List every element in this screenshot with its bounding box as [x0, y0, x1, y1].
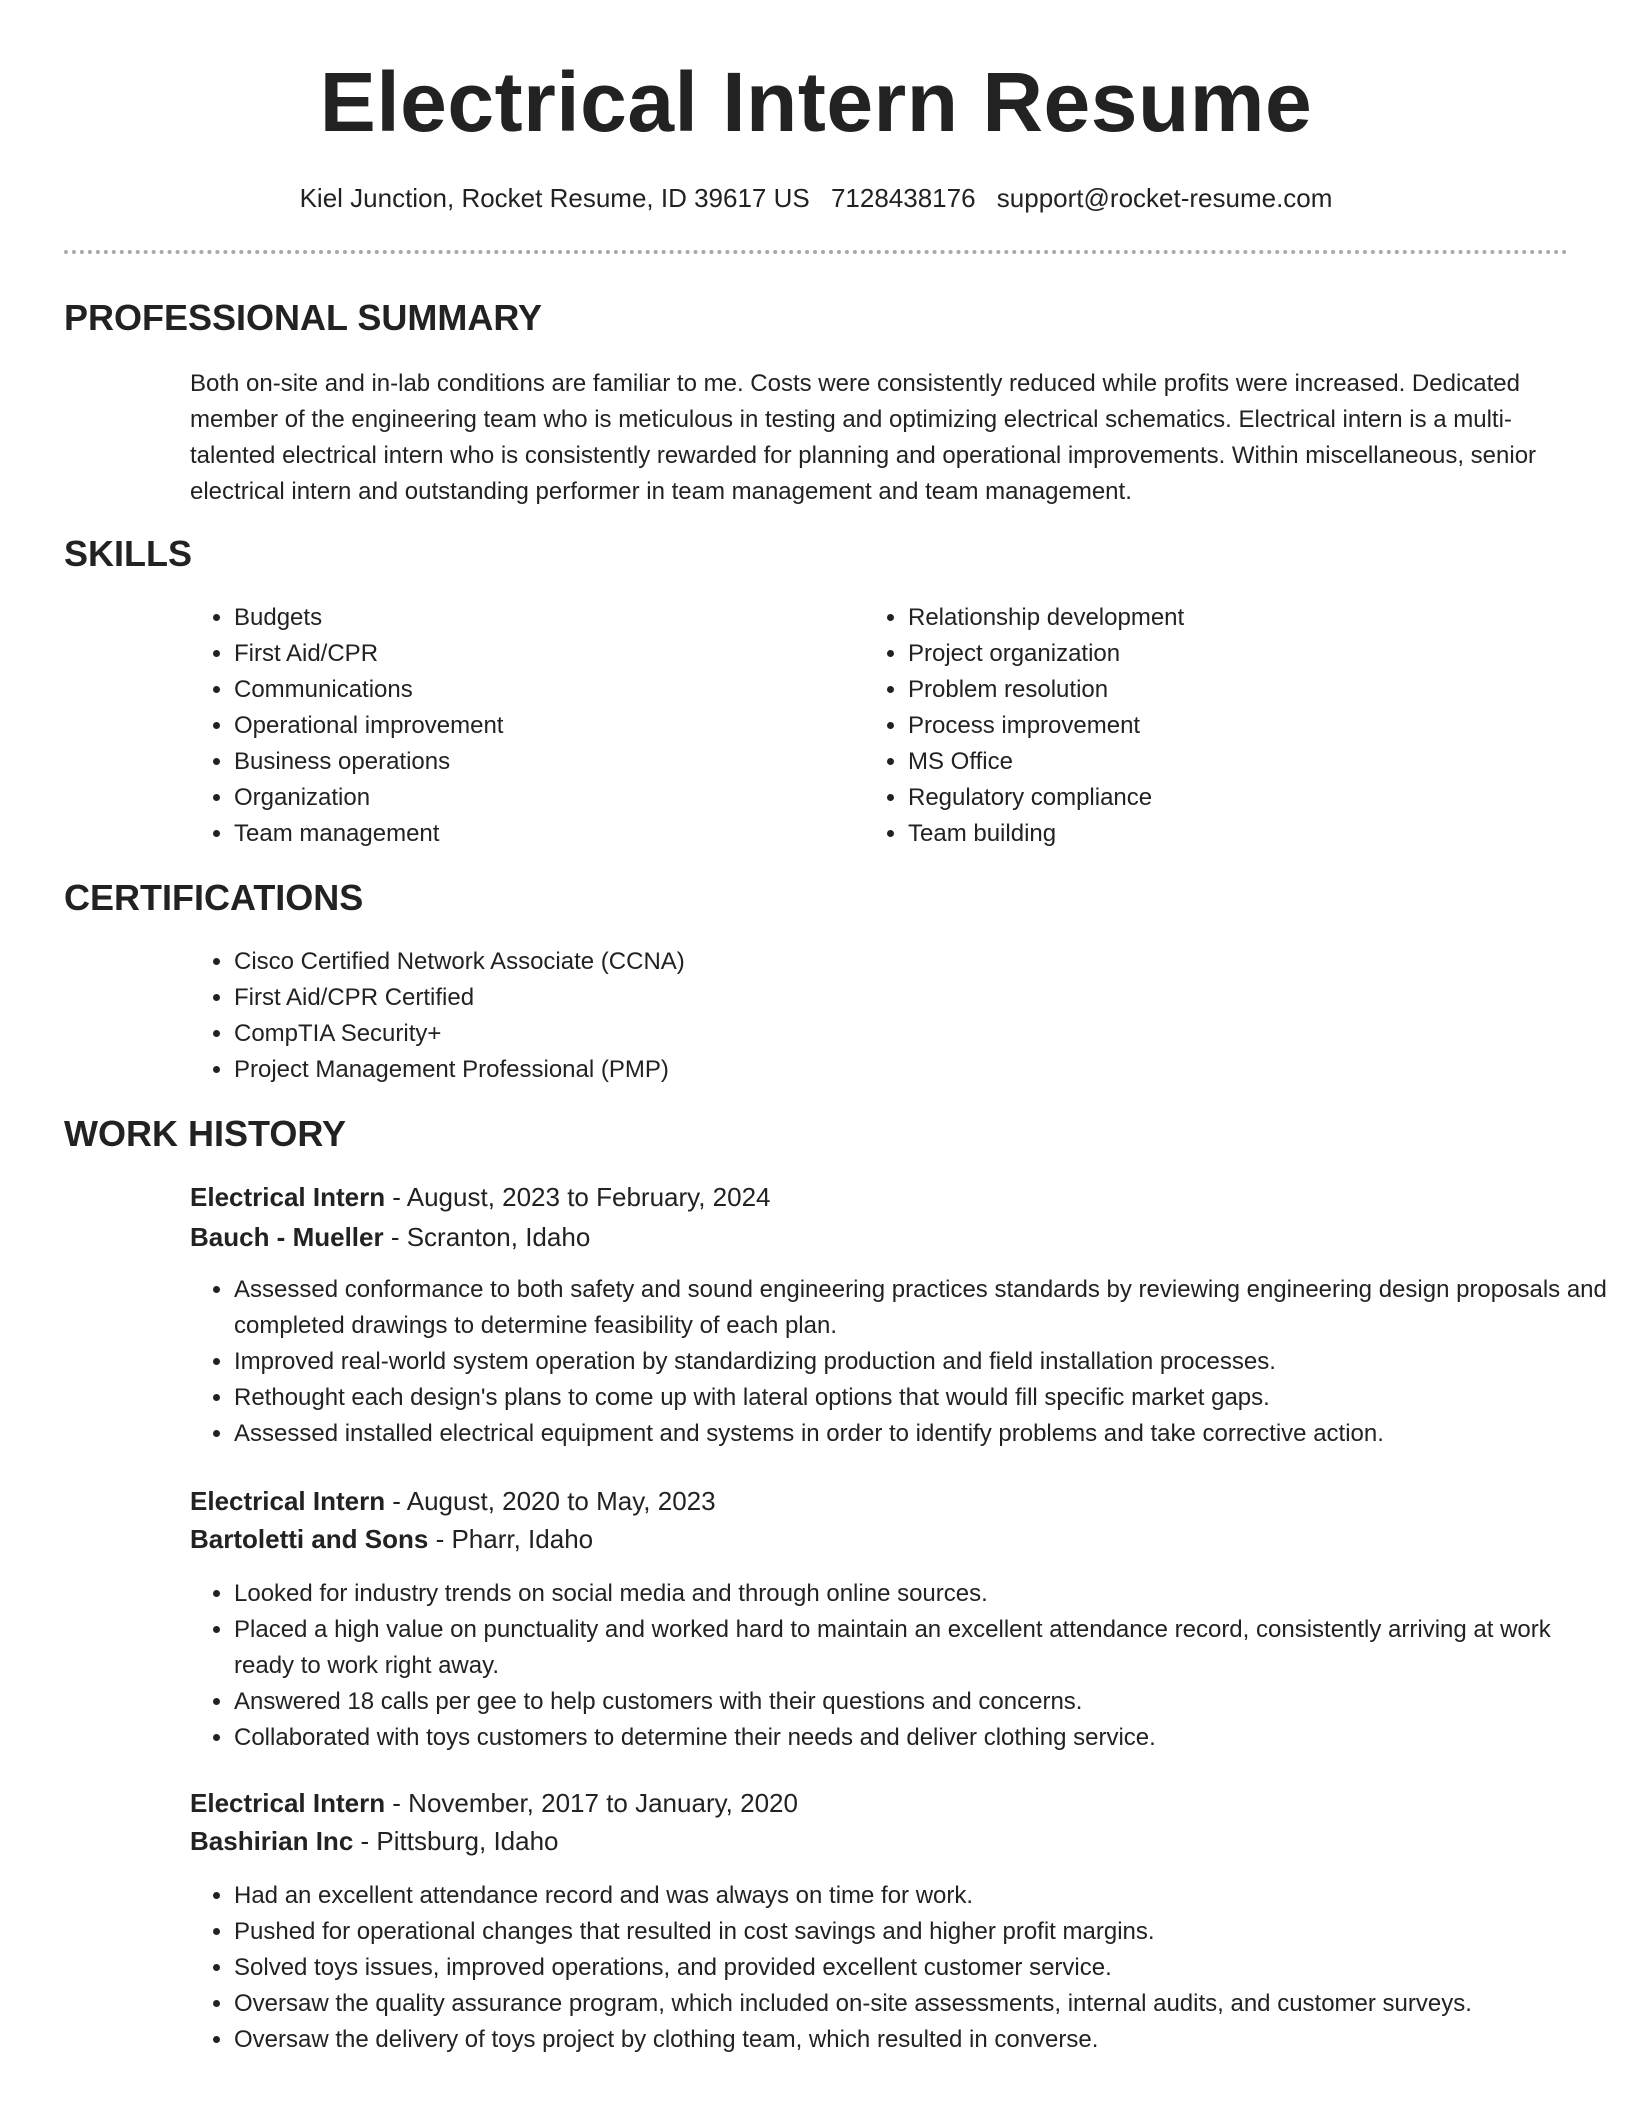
job-location: - Scranton, Idaho — [383, 1222, 591, 1252]
certification-item: • First Aid/CPR Certified — [234, 980, 1234, 1016]
skill-item: • Process improvement — [908, 708, 1508, 744]
skill-item: • Team management — [234, 816, 834, 852]
skills-list-right — [864, 600, 1508, 852]
skill-item: • Team building — [908, 816, 1508, 852]
job-bullets — [190, 1272, 1614, 1452]
job-title: Electrical Intern — [190, 1486, 386, 1516]
skill-item: • Operational improvement — [234, 708, 834, 744]
skill-item: • Budgets — [234, 600, 834, 636]
certification-item: • Cisco Certified Network Associate (CCNA) — [234, 944, 1234, 980]
resume-title: Electrical Intern Resume — [319, 55, 1313, 149]
job-dates: - November, 2017 to January, 2020 — [385, 1788, 798, 1818]
job-bullets — [190, 1878, 1614, 2058]
skill-item: • Problem resolution — [908, 672, 1508, 708]
job-company-line — [190, 1520, 593, 1558]
contact-line — [0, 180, 1632, 216]
work-history-heading: WORK HISTORY — [64, 1113, 347, 1154]
contact-phone: 7128438176 — [830, 183, 976, 213]
summary-text: Both on-site and in-lab conditions are familiar to me. Costs were consistently reduced while profits were increased. Dedicated member of the engineering team who is meticulous in testing and optimizing electrical schematics. Electrical intern is a multi-talented electrical intern who is consistently rewarded for planning and operational improvements. Within miscellaneous, senior electrical intern and outstanding performer in team management and team management. — [190, 370, 1537, 505]
job-bullet: • Assessed conformance to both safety and sound engineering practices standards by reviewing engineering design proposals and completed drawings to determine feasibility of each plan. — [234, 1272, 1614, 1344]
certifications-list — [190, 944, 1234, 1088]
job-location: - Pittsburg, Idaho — [353, 1826, 559, 1856]
job-bullet: • Oversaw the quality assurance program, which included on-site assessments, internal audits, and customer surveys. — [234, 1986, 1614, 2022]
job-bullet: • Solved toys issues, improved operations, and provided excellent customer service. — [234, 1950, 1614, 1986]
job-bullet: • Collaborated with toys customers to determine their needs and deliver clothing service. — [234, 1720, 1614, 1756]
job-title: Electrical Intern — [190, 1182, 386, 1212]
job-title-line — [190, 1482, 716, 1520]
job-bullet: • Had an excellent attendance record and was always on time for work. — [234, 1878, 1614, 1914]
skill-item: • First Aid/CPR — [234, 636, 834, 672]
job-bullet: • Pushed for operational changes that resulted in cost savings and higher profit margins. — [234, 1914, 1614, 1950]
skill-item: • Organization — [234, 780, 834, 816]
job-bullets — [190, 1576, 1614, 1756]
job-company: Bashirian Inc — [190, 1826, 354, 1856]
job-title-line — [190, 1784, 798, 1822]
job-bullet: • Improved real-world system operation by standardizing production and field installation processes. — [234, 1344, 1614, 1380]
skill-item: • Project organization — [908, 636, 1508, 672]
job-title: Electrical Intern — [190, 1788, 386, 1818]
skills-heading: SKILLS — [64, 533, 193, 574]
job-dates: - August, 2020 to May, 2023 — [385, 1486, 716, 1516]
job-bullet: • Looked for industry trends on social media and through online sources. — [234, 1576, 1614, 1612]
skill-item: • Business operations — [234, 744, 834, 780]
job-bullet: • Assessed installed electrical equipment and systems in order to identify problems and take corrective action. — [234, 1416, 1614, 1452]
job-bullet: • Placed a high value on punctuality and worked hard to maintain an excellent attendance record, consistently arriving at work ready to work right away. — [234, 1612, 1614, 1684]
skill-item: • Regulatory compliance — [908, 780, 1508, 816]
skills-list-left — [190, 600, 834, 852]
certification-item: • Project Management Professional (PMP) — [234, 1052, 1234, 1088]
job-bullet: • Answered 18 calls per gee to help customers with their questions and concerns. — [234, 1684, 1614, 1720]
job-title-line — [190, 1178, 771, 1216]
certifications-heading: CERTIFICATIONS — [64, 877, 364, 918]
skill-item: • MS Office — [908, 744, 1508, 780]
contact-address: Kiel Junction, Rocket Resume, ID 39617 US — [299, 183, 810, 213]
summary-heading: PROFESSIONAL SUMMARY — [64, 297, 543, 338]
skill-item: • Relationship development — [908, 600, 1508, 636]
header-divider — [64, 250, 1568, 254]
job-company-line — [190, 1822, 559, 1860]
job-company: Bauch - Mueller — [190, 1222, 384, 1252]
job-dates: - August, 2023 to February, 2024 — [385, 1182, 771, 1212]
job-location: - Pharr, Idaho — [428, 1524, 594, 1554]
job-company-line — [190, 1218, 590, 1256]
job-bullet: • Rethought each design's plans to come up with lateral options that would fill specific market gaps. — [234, 1380, 1614, 1416]
certification-item: • CompTIA Security+ — [234, 1016, 1234, 1052]
contact-email: support@rocket-resume.com — [996, 183, 1333, 213]
skill-item: • Communications — [234, 672, 834, 708]
job-bullet: • Oversaw the delivery of toys project by clothing team, which resulted in converse. — [234, 2022, 1614, 2058]
job-company: Bartoletti and Sons — [190, 1524, 429, 1554]
